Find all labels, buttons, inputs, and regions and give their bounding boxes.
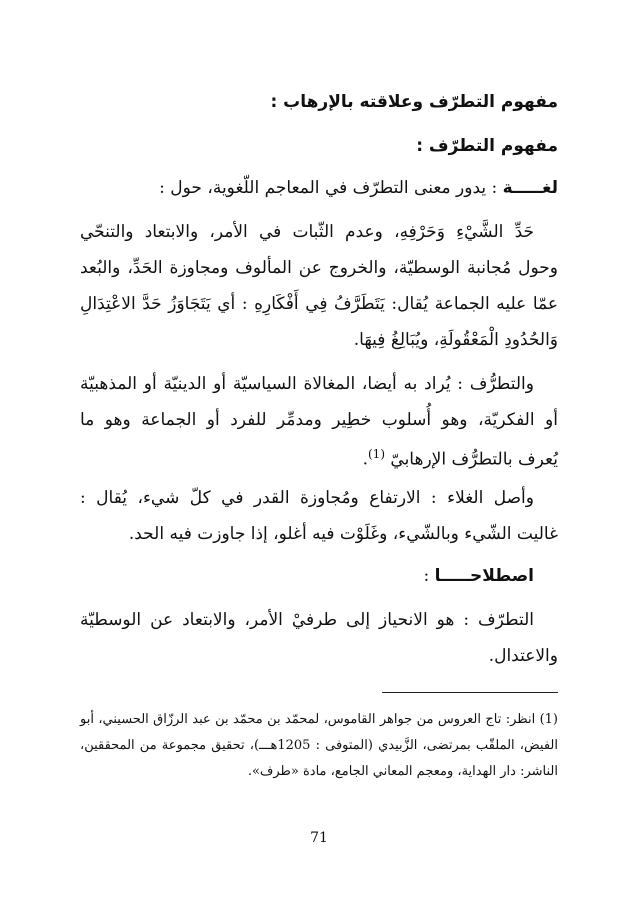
istilahan-line bbox=[80, 568, 534, 585]
text-line-2: وحول مُجانبة الوسطيّة، والخروج عن المألوف ومجاوزة الحَدِّ، والبُعد bbox=[80, 258, 558, 278]
text-line-7 bbox=[80, 448, 558, 469]
footnote-ref: (1) bbox=[367, 447, 385, 461]
footnote-line-1: (1) انظر: تاج العروس من جواهر القاموس، لمحمّد بن محمّد بن عبد الرزّاق الحسيني، أبو bbox=[80, 712, 558, 727]
page-number: 71 bbox=[310, 830, 328, 846]
text-line-6: أو الفكريّة، وهو أُسلوب خطِير ومدمِّر للفرد أو الجماعة وهو ما bbox=[80, 410, 558, 430]
lugha-line bbox=[80, 180, 558, 197]
text-line-5: والتطرُّف : يُراد به أيضا، المغالاة السياسيّة أو الدينيّة أو المذهبيّة bbox=[80, 374, 534, 394]
text-line-7-end: . bbox=[362, 449, 368, 470]
text-line-9: غاليت الشّيء وبالشّيء، وغَلَوْت فيه أغلو، إذا جاوزت فيه الحد. bbox=[128, 524, 558, 544]
main-heading: مفهوم التطرّف وعلاقته بالإرهاب : bbox=[270, 92, 558, 112]
text-line-1: حَدِّ الشَّيْءِ وَحَرْفِهِ، وعدم الثّبات في الأمر، والابتعاد والتنحّي bbox=[80, 222, 534, 242]
text-line-3: عمّا عليه الجماعة يُقال: يَتَطَرَّفُ فِي أَفْكَارِهِ : أي يَتَجَاوَزُ حَدَّ الاعْتِدَالِ bbox=[80, 294, 558, 314]
text-line-8: وأصل الغلاء : الارتفاع ومُجاوزة القدر في كلّ شيء، يُقال : bbox=[80, 488, 534, 508]
sub-heading: مفهوم التطرّف : bbox=[416, 136, 558, 156]
text-line-7-body: يُعرف بالتطرُّف الإرهابيّ bbox=[390, 449, 558, 470]
definition-line-2: والاعتدال. bbox=[488, 646, 558, 666]
footnote-divider bbox=[382, 692, 558, 693]
footnote-line-2: الفيض، الملقّب بمرتضى، الزَّبيدي (المتوفى : 1205هـــ)، تحقيق مجموعة من المحققين، bbox=[80, 738, 558, 753]
istilahan-label: اصطلاحـــــا bbox=[434, 566, 534, 586]
footnote-line-3: الناشر: دار الهداية، ومعجم المعاني الجامع، مادة «طرف». bbox=[247, 764, 558, 779]
definition-line-1: التطرّف : هو الانحياز إلى طرفيْ الأمر، والابتعاد عن الوسطيّة bbox=[80, 610, 534, 630]
text-line-4: وَالحُدُودِ الْمَعْقُولَةِ، ويُبَالِغُ فِيهَا. bbox=[353, 330, 558, 350]
istilahan-colon: : bbox=[423, 566, 430, 586]
lugha-label: لغـــــة bbox=[502, 178, 558, 198]
lugha-text: : يدور معنى التطرّف في المعاجم اللّغوية، حول : bbox=[159, 178, 498, 198]
